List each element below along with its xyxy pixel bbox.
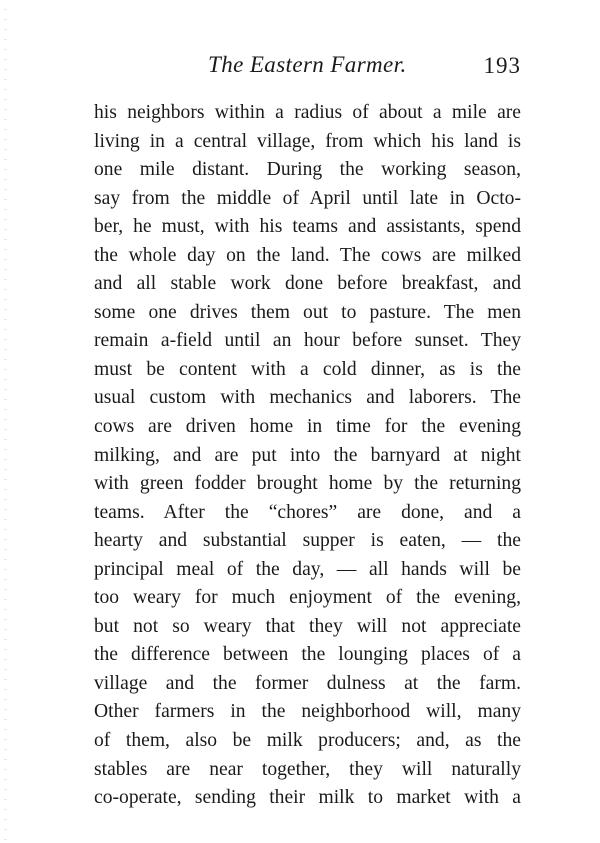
text-line: with green fodder brought home by the returning [94,473,521,495]
text-line: usual custom with mechanics and laborers. The [94,387,521,409]
text-line: some one drives them out to pasture. The men [94,301,521,323]
text-line: hearty and substantial supper is eaten, — the [94,530,521,552]
text-line: his neighbors within a radius of about a mile are [94,102,521,123]
scan-margin-marks [4,0,7,843]
text-line: living in a central village, from which his land is [94,130,521,152]
text-line: remain a-field until an hour before sunset. They [94,330,521,352]
text-line: village and the former dulness at the farm. [94,672,521,694]
text-line: principal meal of the day, — all hands will be [94,558,521,580]
text-line: milking, and are put into the barnyard at night [94,444,521,466]
page-number: 193 [483,53,521,78]
text-line: the difference between the lounging places of a [94,644,521,666]
text-line: of them, also be milk producers; and, as the [94,730,521,752]
text-line: must be content with a cold dinner, as is the [94,358,521,380]
text-line: stables are near together, they will naturally [94,758,521,780]
running-title: The Eastern Farmer. [208,52,407,77]
text-line: ber, he must, with his teams and assistants, spend [94,216,521,238]
text-line: Other farmers in the neighborhood will, many [94,701,521,723]
body-text [94,99,521,813]
text-line: say from the middle of April until late in Octo- [94,187,521,209]
text-line: teams. After the “chores” are done, and a [94,501,521,523]
page-header [94,52,521,86]
text-line: cows are driven home in time for the evening [94,416,521,438]
text-line: and all stable work done before breakfast, and [94,273,521,295]
text-line: co-operate, sending their milk to market with a [94,787,521,809]
text-line: but not so weary that they will not appreciate [94,615,521,637]
text-line: the whole day on the land. The cows are milked [94,244,521,266]
text-line: one mile distant. During the working season, [94,159,521,181]
text-line: too weary for much enjoyment of the evening, [94,587,521,609]
